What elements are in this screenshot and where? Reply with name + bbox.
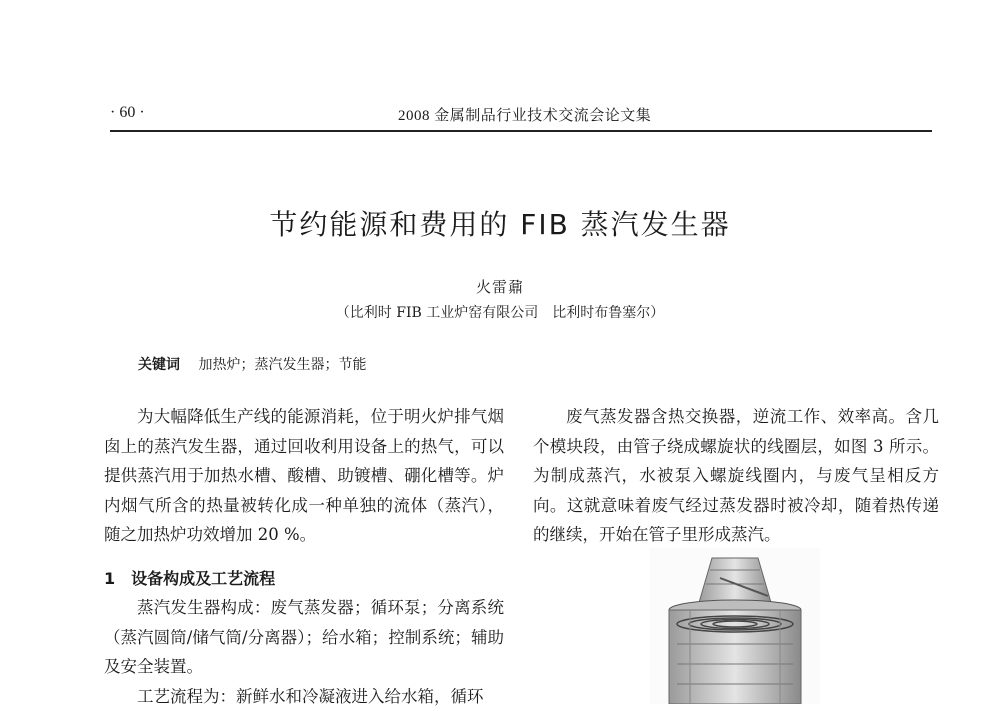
left-column (104, 402, 504, 711)
page-number: · 60 · (110, 104, 145, 122)
right-column (533, 402, 939, 550)
body-paragraph: 废气蒸发器含热交换器，逆流工作、效率高。含几个模块段，由管子绕成螺旋状的线圈层，如图 3 所示。为制成蒸汽，水被泵入螺旋线圈内，与废气呈相反方向。这就意味着废气经过蒸发器时被冷却，随着热传递的继续，开始在管子里形成蒸汽。 (533, 402, 939, 550)
author-name: 火雷鼐 (0, 276, 1000, 297)
intro-paragraph: 为大幅降低生产线的能源消耗，位于明火炉排气烟囱上的蒸汽发生器，通过回收利用设备上的热气，可以提供蒸汽用于加热水槽、酸槽、助镀槽、硼化槽等。炉内烟气所含的热量被转化成一种单独的流体（蒸汽），随之加热炉功效增加 20 %。 (104, 402, 504, 550)
keywords-label: 关键词 (138, 357, 180, 373)
journal-title: 2008 金属制品行业技术交流会论文集 (398, 104, 651, 125)
section-heading (104, 564, 504, 594)
running-header (110, 102, 932, 132)
body-paragraph: 蒸汽发生器构成：废气蒸发器；循环泵；分离系统（蒸汽圆筒/储气筒/分离器）；给水箱；控制系统；辅助及安全装置。 (104, 593, 504, 682)
section-title: 设备构成及工艺流程 (131, 569, 275, 588)
keywords-text: 加热炉；蒸汽发生器；节能 (198, 357, 366, 373)
evaporator-figure (650, 548, 820, 704)
evaporator-photo (650, 548, 820, 704)
author-affiliation: （比利时 FIB 工业炉窑有限公司 比利时布鲁塞尔） (0, 302, 1000, 322)
paper-title: 节约能源和费用的 FIB 蒸汽发生器 (0, 203, 1000, 243)
body-paragraph: 工艺流程为：新鲜水和冷凝液进入给水箱，循环 (104, 682, 504, 711)
section-number: 1 (104, 569, 115, 588)
keywords (138, 354, 366, 374)
